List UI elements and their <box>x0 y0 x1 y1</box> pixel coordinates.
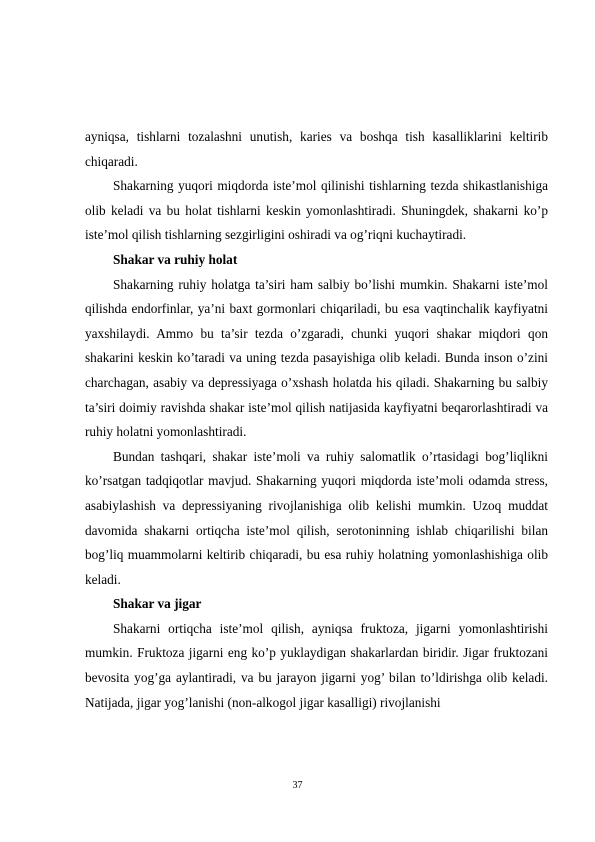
paragraph-mental-state-1: Shakarning ruhiy holatga ta’siri ham salbiy bo’lishi mumkin. Shakarni iste’mol qilishda endorfinlar, ya’ni baxt gormonlari chiqariladi, bu esa vaqtinchalik kayfiyatni yaxshilaydi. Ammo bu ta’sir tezda o’zgaradi, chunki yuqori shakar miqdori qon shakarini keskin ko’taradi va uning tezda pasayishiga olib keladi. Bunda inson o’zini charchagan, asabiy va depressiyaga o’xshash holatda his qiladi. Shakarning bu salbiy ta’siri doimiy ravishda shakar iste’mol qilish natijasida kayfiyatni beqarorlashtiradi va ruhiy holatni yomonlashtiradi. <box>85 276 548 440</box>
paragraph-teeth-damage: Shakarning yuqori miqdorda iste’mol qilinishi tishlarning tezda shikastlanishiga olib keladi va bu holat tishlarni keskin yomonlashtiradi. Shuningdek, shakarni ko’p iste’mol qilish tishlarning sezgirligini oshiradi va og’riqni kuchaytiradi. <box>85 178 548 243</box>
document-page <box>85 125 548 715</box>
paragraph-mental-state-2: Bundan tashqari, shakar iste’moli va ruhiy salomatlik o’rtasidagi bog’liqlikni ko’rsatgan tadqiqotlar mavjud. Shakarning yuqori miqdorda iste’moli odamda stress, asabiylashish va depressiyaning rivojlanishiga olib kelishi mumkin. Uzoq muddat davomida shakarni ortiqcha iste’mol qilish, serotoninning ishlab chiqarilishi bilan bog’liq muammolarni keltirib chiqaradi, bu esa ruhiy holatning yomonlashishiga olib keladi. <box>85 448 548 587</box>
paragraph-continuation: ayniqsa, tishlarni tozalashni unutish, karies va boshqa tish kasalliklarini keltirib chiqaradi. <box>85 129 548 169</box>
section-heading-mental-state: Shakar va ruhiy holat <box>113 251 238 267</box>
section-heading-liver: Shakar va jigar <box>113 596 202 612</box>
paragraph-liver: Shakarni ortiqcha iste’mol qilish, ayniqsa fruktoza, jigarni yomonlashtirishi mumkin. Fruktoza jigarni eng ko’p yuklaydigan shakarlardan biridir. Jigar fruktozani bevosita yog’ga aylantiradi, va bu jarayon jigarni yog’ bilan to’ldirishga olib keladi. Natijada, jigar yog’lanishi (non-alkogol jigar kasalligi) rivojlanishi <box>85 620 548 710</box>
page-number: 37 <box>292 780 303 791</box>
